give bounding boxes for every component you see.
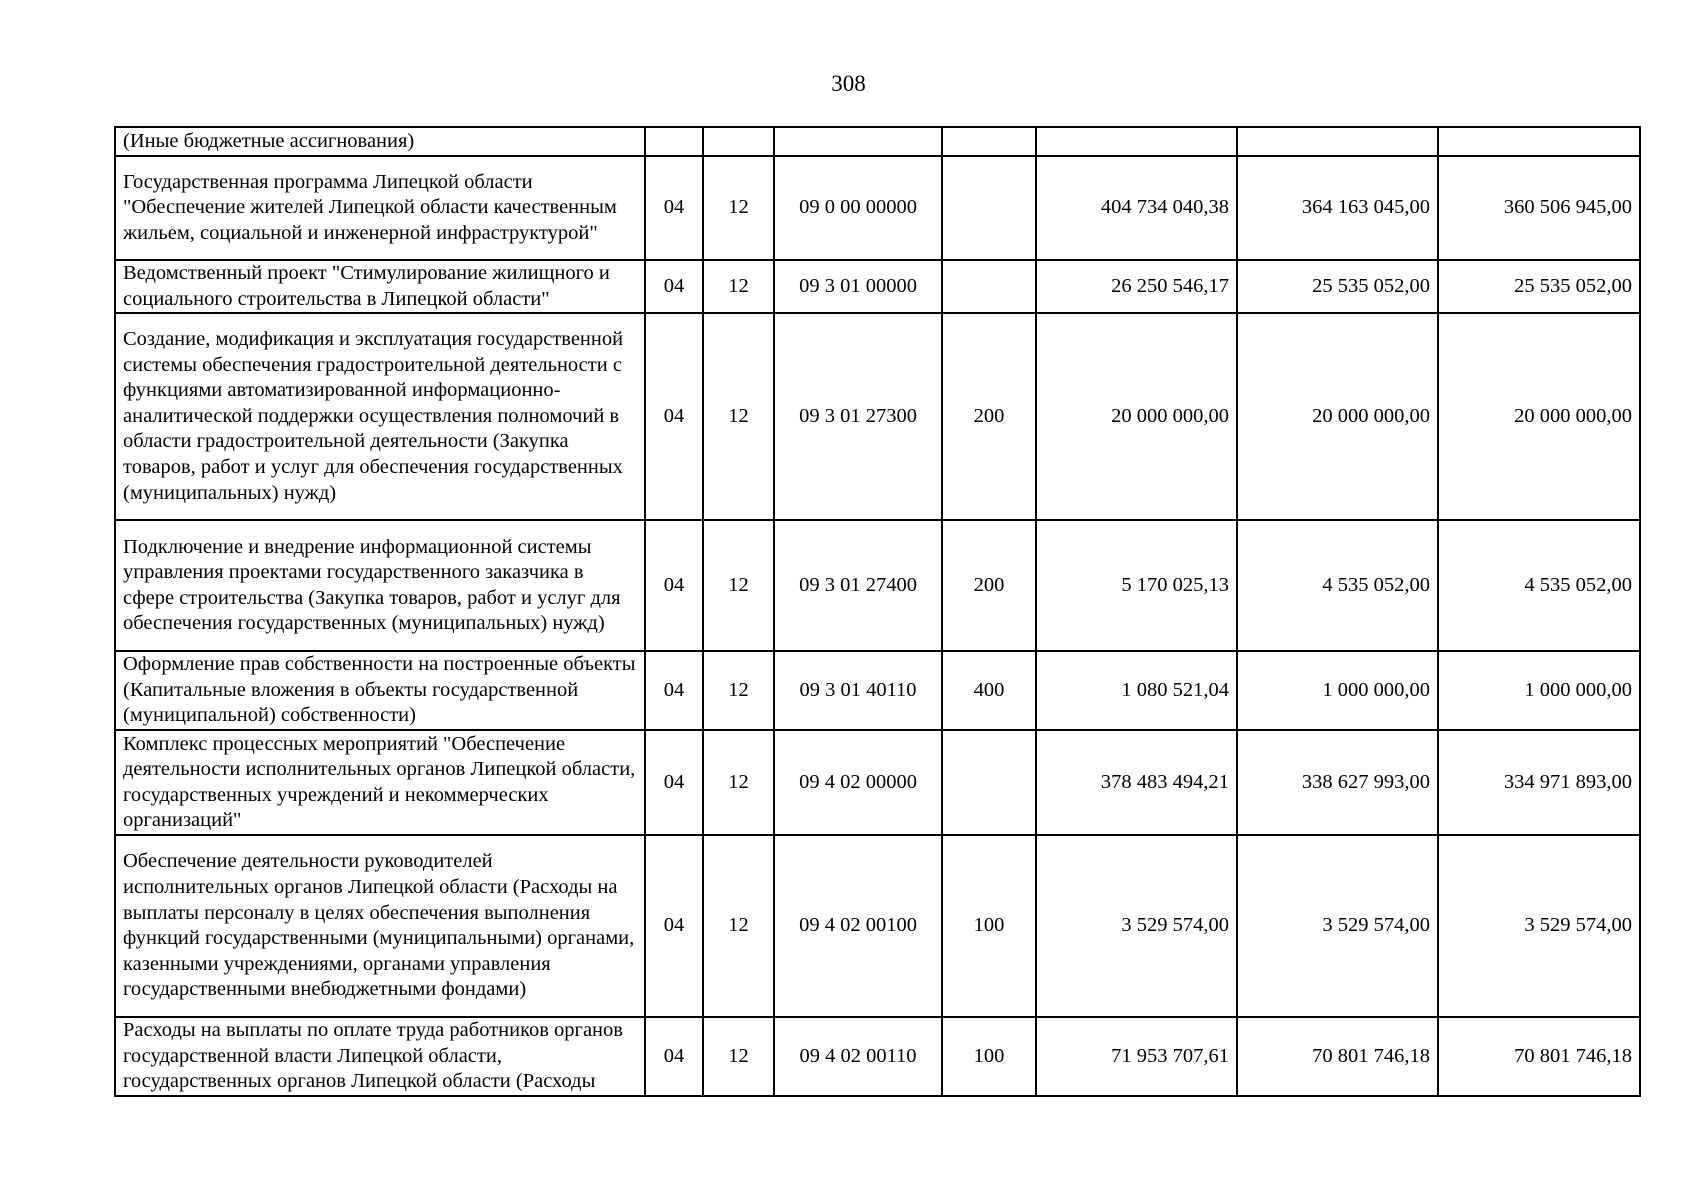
expense-type-cell: 100 <box>942 1017 1036 1096</box>
subsection-code-cell: 12 <box>703 156 774 260</box>
expense-type-cell: 200 <box>942 313 1036 520</box>
target-article-cell <box>774 127 942 156</box>
table-row <box>115 730 1640 835</box>
row-name-cell: Государственная программа Липецкой области "Обеспечение жителей Липецкой области качественным жильем, социальной и инженерной инфраструктурой" <box>115 156 645 260</box>
amount-year2-cell <box>1237 127 1438 156</box>
section-code-cell: 04 <box>645 260 703 313</box>
target-article-cell: 09 3 01 27400 <box>774 520 942 651</box>
subsection-code-cell: 12 <box>703 520 774 651</box>
amount-year1-cell: 26 250 546,17 <box>1036 260 1237 313</box>
expense-type-cell <box>942 730 1036 835</box>
expense-type-cell <box>942 127 1036 156</box>
page-number: 308 <box>831 71 866 96</box>
section-code-cell: 04 <box>645 156 703 260</box>
row-name-cell: Создание, модификация и эксплуатация государственной системы обеспечения градостроительной деятельности с функциями автоматизированной информационно-аналитической поддержки осуществления полномочий в области градостроительной деятельности (Закупка товаров, работ и услуг для обеспечения государственных (муниципальных) нужд) <box>115 313 645 520</box>
amount-year2-cell: 70 801 746,18 <box>1237 1017 1438 1096</box>
budget-table-body <box>115 127 1640 1096</box>
amount-year3-cell: 334 971 893,00 <box>1438 730 1640 835</box>
table-row <box>115 520 1640 651</box>
subsection-code-cell: 12 <box>703 313 774 520</box>
row-name-cell: Расходы на выплаты по оплате труда работников органов государственной власти Липецкой области, государственных органов Липецкой области (Расходы <box>115 1017 645 1096</box>
amount-year1-cell: 378 483 494,21 <box>1036 730 1237 835</box>
section-code-cell: 04 <box>645 730 703 835</box>
subsection-code-cell: 12 <box>703 651 774 730</box>
table-row <box>115 835 1640 1017</box>
target-article-cell: 09 0 00 00000 <box>774 156 942 260</box>
table-row <box>115 260 1640 313</box>
row-name-cell: Обеспечение деятельности руководителей исполнительных органов Липецкой области (Расходы на выплаты персоналу в целях обеспечения выполнения функций государственными (муниципальными) органами, казенными учреждениями, органами управления государственными внебюджетными фондами) <box>115 835 645 1017</box>
row-name-cell: Подключение и внедрение информационной системы управления проектами государственного заказчика в сфере строительства (Закупка товаров, работ и услуг для обеспечения государственных (муниципальных) нужд) <box>115 520 645 651</box>
table-row <box>115 156 1640 260</box>
section-code-cell: 04 <box>645 313 703 520</box>
amount-year2-cell: 20 000 000,00 <box>1237 313 1438 520</box>
table-row <box>115 1017 1640 1096</box>
row-name-cell: Комплекс процессных мероприятий "Обеспечение деятельности исполнительных органов Липецкой области, государственных учреждений и некоммерческих организаций" <box>115 730 645 835</box>
subsection-code-cell: 12 <box>703 835 774 1017</box>
subsection-code-cell <box>703 127 774 156</box>
row-name-cell: Ведомственный проект "Стимулирование жилищного и социального строительства в Липецкой области" <box>115 260 645 313</box>
amount-year1-cell: 3 529 574,00 <box>1036 835 1237 1017</box>
target-article-cell: 09 3 01 40110 <box>774 651 942 730</box>
amount-year3-cell: 20 000 000,00 <box>1438 313 1640 520</box>
amount-year1-cell: 5 170 025,13 <box>1036 520 1237 651</box>
amount-year1-cell: 71 953 707,61 <box>1036 1017 1237 1096</box>
expense-type-cell: 200 <box>942 520 1036 651</box>
amount-year2-cell: 338 627 993,00 <box>1237 730 1438 835</box>
target-article-cell: 09 3 01 27300 <box>774 313 942 520</box>
amount-year3-cell <box>1438 127 1640 156</box>
subsection-code-cell: 12 <box>703 260 774 313</box>
table-row <box>115 127 1640 156</box>
amount-year3-cell: 25 535 052,00 <box>1438 260 1640 313</box>
row-name-cell: Оформление прав собственности на построенные объекты (Капитальные вложения в объекты государственной (муниципальной) собственности) <box>115 651 645 730</box>
section-code-cell <box>645 127 703 156</box>
amount-year1-cell: 1 080 521,04 <box>1036 651 1237 730</box>
budget-table <box>114 126 1641 1097</box>
subsection-code-cell: 12 <box>703 1017 774 1096</box>
target-article-cell: 09 4 02 00100 <box>774 835 942 1017</box>
amount-year2-cell: 364 163 045,00 <box>1237 156 1438 260</box>
amount-year2-cell: 25 535 052,00 <box>1237 260 1438 313</box>
amount-year2-cell: 3 529 574,00 <box>1237 835 1438 1017</box>
expense-type-cell: 400 <box>942 651 1036 730</box>
amount-year3-cell: 360 506 945,00 <box>1438 156 1640 260</box>
target-article-cell: 09 3 01 00000 <box>774 260 942 313</box>
expense-type-cell <box>942 156 1036 260</box>
expense-type-cell: 100 <box>942 835 1036 1017</box>
amount-year3-cell: 70 801 746,18 <box>1438 1017 1640 1096</box>
section-code-cell: 04 <box>645 835 703 1017</box>
table-row <box>115 651 1640 730</box>
table-row <box>115 313 1640 520</box>
amount-year1-cell <box>1036 127 1237 156</box>
amount-year1-cell: 20 000 000,00 <box>1036 313 1237 520</box>
expense-type-cell <box>942 260 1036 313</box>
section-code-cell: 04 <box>645 1017 703 1096</box>
amount-year3-cell: 1 000 000,00 <box>1438 651 1640 730</box>
row-name-cell: (Иные бюджетные ассигнования) <box>115 127 645 156</box>
section-code-cell: 04 <box>645 520 703 651</box>
amount-year1-cell: 404 734 040,38 <box>1036 156 1237 260</box>
amount-year2-cell: 1 000 000,00 <box>1237 651 1438 730</box>
target-article-cell: 09 4 02 00110 <box>774 1017 942 1096</box>
subsection-code-cell: 12 <box>703 730 774 835</box>
amount-year3-cell: 4 535 052,00 <box>1438 520 1640 651</box>
amount-year2-cell: 4 535 052,00 <box>1237 520 1438 651</box>
section-code-cell: 04 <box>645 651 703 730</box>
target-article-cell: 09 4 02 00000 <box>774 730 942 835</box>
amount-year3-cell: 3 529 574,00 <box>1438 835 1640 1017</box>
